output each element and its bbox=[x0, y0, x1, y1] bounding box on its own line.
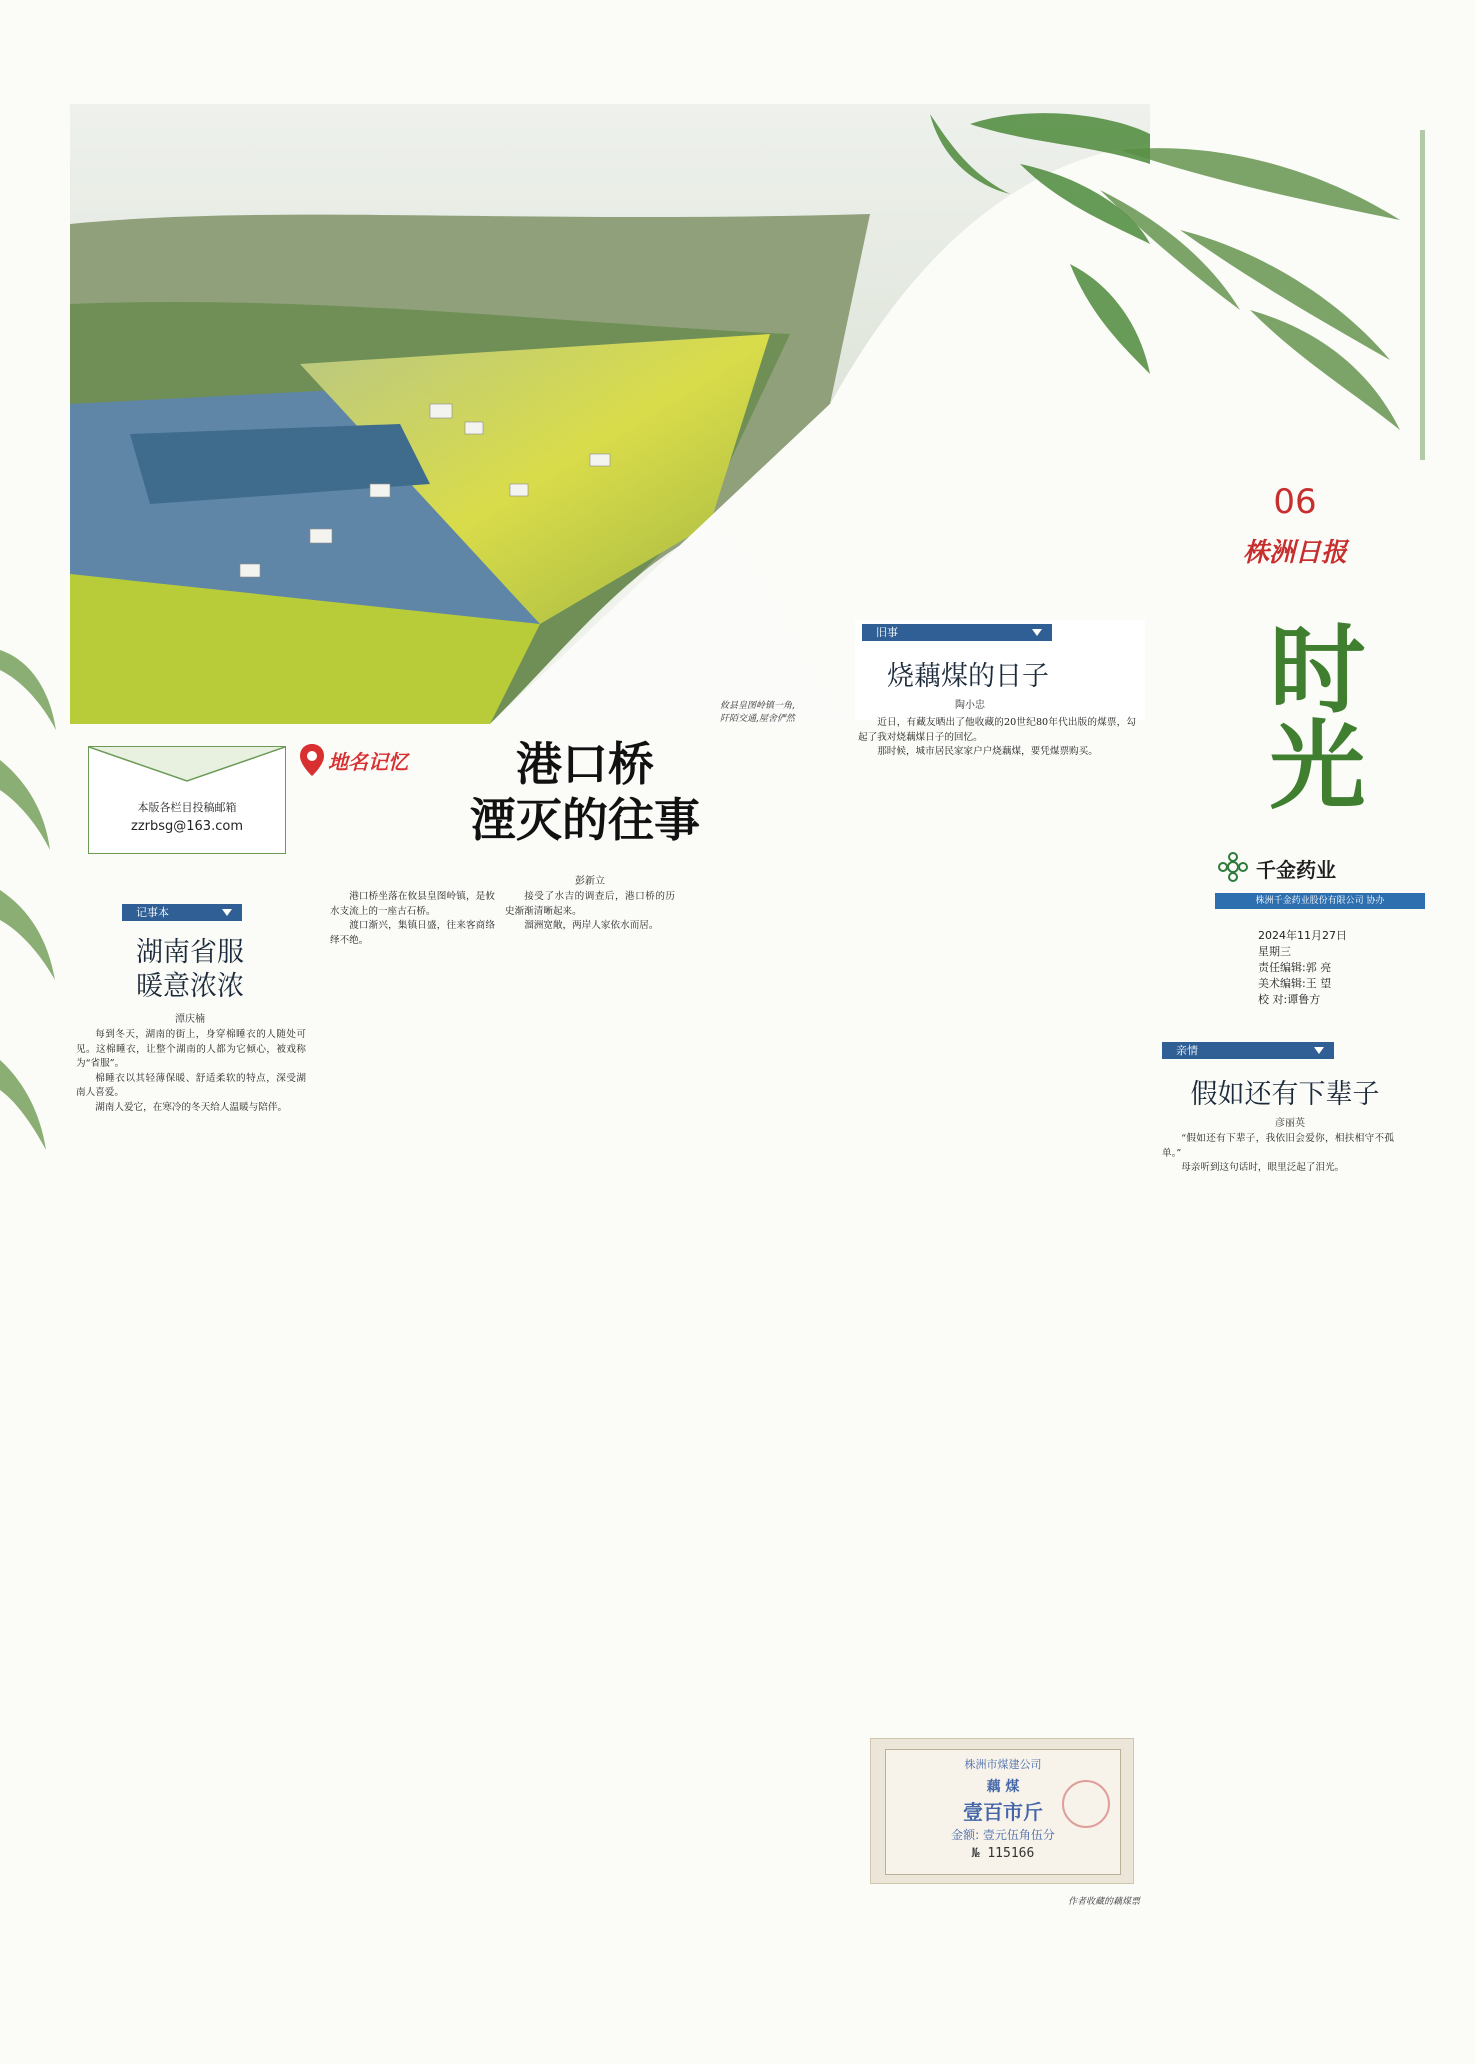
page-number: 06 bbox=[1273, 482, 1317, 522]
feature-paragraph: 接受了水吉的调查后，港口桥的历史渐渐清晰起来。 bbox=[505, 891, 675, 917]
location-pin-icon bbox=[300, 744, 324, 776]
newspaper-name: 株洲日报 bbox=[1242, 538, 1347, 568]
issue-date: 2024年11月27日 bbox=[1258, 929, 1347, 942]
column-badge bbox=[300, 742, 420, 782]
tag-qinqing-label: 亲情 bbox=[1176, 1044, 1198, 1057]
next-life-body bbox=[1162, 1132, 1394, 2024]
feature-title-line-2: 湮灭的往事 bbox=[470, 793, 700, 847]
ticket-amount: 壹百市斤 bbox=[963, 1800, 1043, 1824]
bamboo-leaves bbox=[1100, 130, 1475, 460]
sponsor-logo bbox=[1218, 850, 1418, 886]
ticket-price: 金额: 壹元伍角伍分 bbox=[951, 1828, 1055, 1842]
hunan-title bbox=[90, 936, 290, 1004]
tag-jiushi-label: 旧事 bbox=[876, 626, 898, 639]
column-tag: 地名记忆 bbox=[328, 750, 408, 774]
envelope-icon bbox=[89, 747, 285, 787]
coal-paragraph: 近日，有藏友晒出了他收藏的20世纪80年代出版的煤票，勾起了我对烧藕煤日子的回忆。 bbox=[858, 717, 1136, 743]
hunan-paragraph: 棉睡衣以其轻薄保暖、舒适柔软的特点，深受湖南人喜爱。 bbox=[76, 1072, 306, 1098]
ticket-type: 藕 煤 bbox=[986, 1779, 1020, 1795]
next-life-paragraph: “假如还有下辈子，我依旧会爱你，相扶相守不孤单。” bbox=[1162, 1133, 1394, 1159]
hunan-paragraph: 湖南人爱它，在寒冷的冬天给人温暖与陪伴。 bbox=[95, 1101, 288, 1113]
tag-qinqing bbox=[1162, 1042, 1334, 1059]
flower-logo-icon bbox=[1218, 852, 1248, 882]
feature-body-col-2 bbox=[505, 890, 675, 2020]
tag-jishiben bbox=[122, 904, 242, 921]
tag-jiushi bbox=[862, 624, 1052, 641]
coal-author: 陶小忠 bbox=[955, 700, 985, 711]
hunan-paragraph: 每到冬天，湖南的街上，身穿棉睡衣的人随处可见。这棉睡衣，让整个湖南的人都为它倾心，被戏称为“省服”。 bbox=[76, 1029, 306, 1069]
coal-title: 烧藕煤的日子 bbox=[887, 661, 1049, 692]
ticket-stamp bbox=[1062, 1780, 1110, 1828]
feature-paragraph: 溜洲宽敞，两岸人家依水而居。 bbox=[524, 920, 659, 931]
feature-title-line-1: 港口桥 bbox=[516, 737, 654, 791]
coal-paragraph: 那时候，城市居民家家户户烧藕煤，要凭煤票购买。 bbox=[877, 746, 1098, 757]
editor-credit: 责任编辑:郭 亮 bbox=[1258, 961, 1332, 974]
designer-credit: 美术编辑:王 望 bbox=[1258, 977, 1332, 990]
hunan-title-line-2: 暖意浓浓 bbox=[136, 971, 244, 1002]
feature-paragraph: 渡口渐兴，集镇日盛，往来客商络绎不绝。 bbox=[330, 920, 495, 946]
next-life-paragraph: 母亲听到这句话时，眼里泛起了泪光。 bbox=[1181, 1162, 1345, 1173]
hunan-author: 潭庆楠 bbox=[175, 1014, 205, 1025]
sponsor-brand: 千金药业 bbox=[1256, 858, 1336, 882]
sponsor-line: 株洲千金药业股份有限公司 协办 bbox=[1215, 893, 1425, 909]
ticket-number: № 115166 bbox=[971, 1846, 1035, 1861]
bamboo-decoration bbox=[0, 640, 60, 1260]
feature-author: 彭新立 bbox=[575, 876, 605, 887]
section-title: 时光 bbox=[1254, 619, 1367, 811]
mailbox-email[interactable]: zzrbsg@163.com bbox=[131, 819, 243, 834]
issue-weekday: 星期三 bbox=[1258, 945, 1291, 958]
next-life-author: 彦丽英 bbox=[1275, 1118, 1305, 1129]
hunan-body bbox=[76, 1028, 306, 2024]
coal-ticket-photo bbox=[870, 1738, 1134, 1884]
tag-jishiben-label: 记事本 bbox=[136, 906, 169, 919]
feature-paragraph: 港口桥坐落在攸县皇图岭镇，是攸水支流上的一座古石桥。 bbox=[330, 891, 495, 917]
photo-caption bbox=[720, 700, 860, 726]
date-block bbox=[1258, 928, 1438, 1008]
hunan-title-line-1: 湖南省服 bbox=[136, 937, 244, 968]
coal-photo-caption: 作者收藏的藕煤票 bbox=[1067, 1897, 1140, 1907]
coal-body bbox=[858, 716, 1136, 1731]
feature-title bbox=[440, 736, 730, 848]
photo-caption-line-1: 攸县皇图岭镇一角, bbox=[720, 701, 795, 711]
next-life-title: 假如还有下辈子 bbox=[1190, 1079, 1380, 1110]
mailbox-label: 本版各栏目投稿邮箱 bbox=[137, 801, 237, 814]
feature-body-col-1 bbox=[330, 890, 495, 2020]
ticket-company: 株洲市煤建公司 bbox=[964, 1758, 1042, 1771]
proofreader-credit: 校 对:谭鲁方 bbox=[1258, 993, 1321, 1006]
mailbox-envelope bbox=[88, 746, 286, 854]
photo-caption-line-2: 阡陌交通,屋舍俨然 bbox=[720, 714, 795, 724]
